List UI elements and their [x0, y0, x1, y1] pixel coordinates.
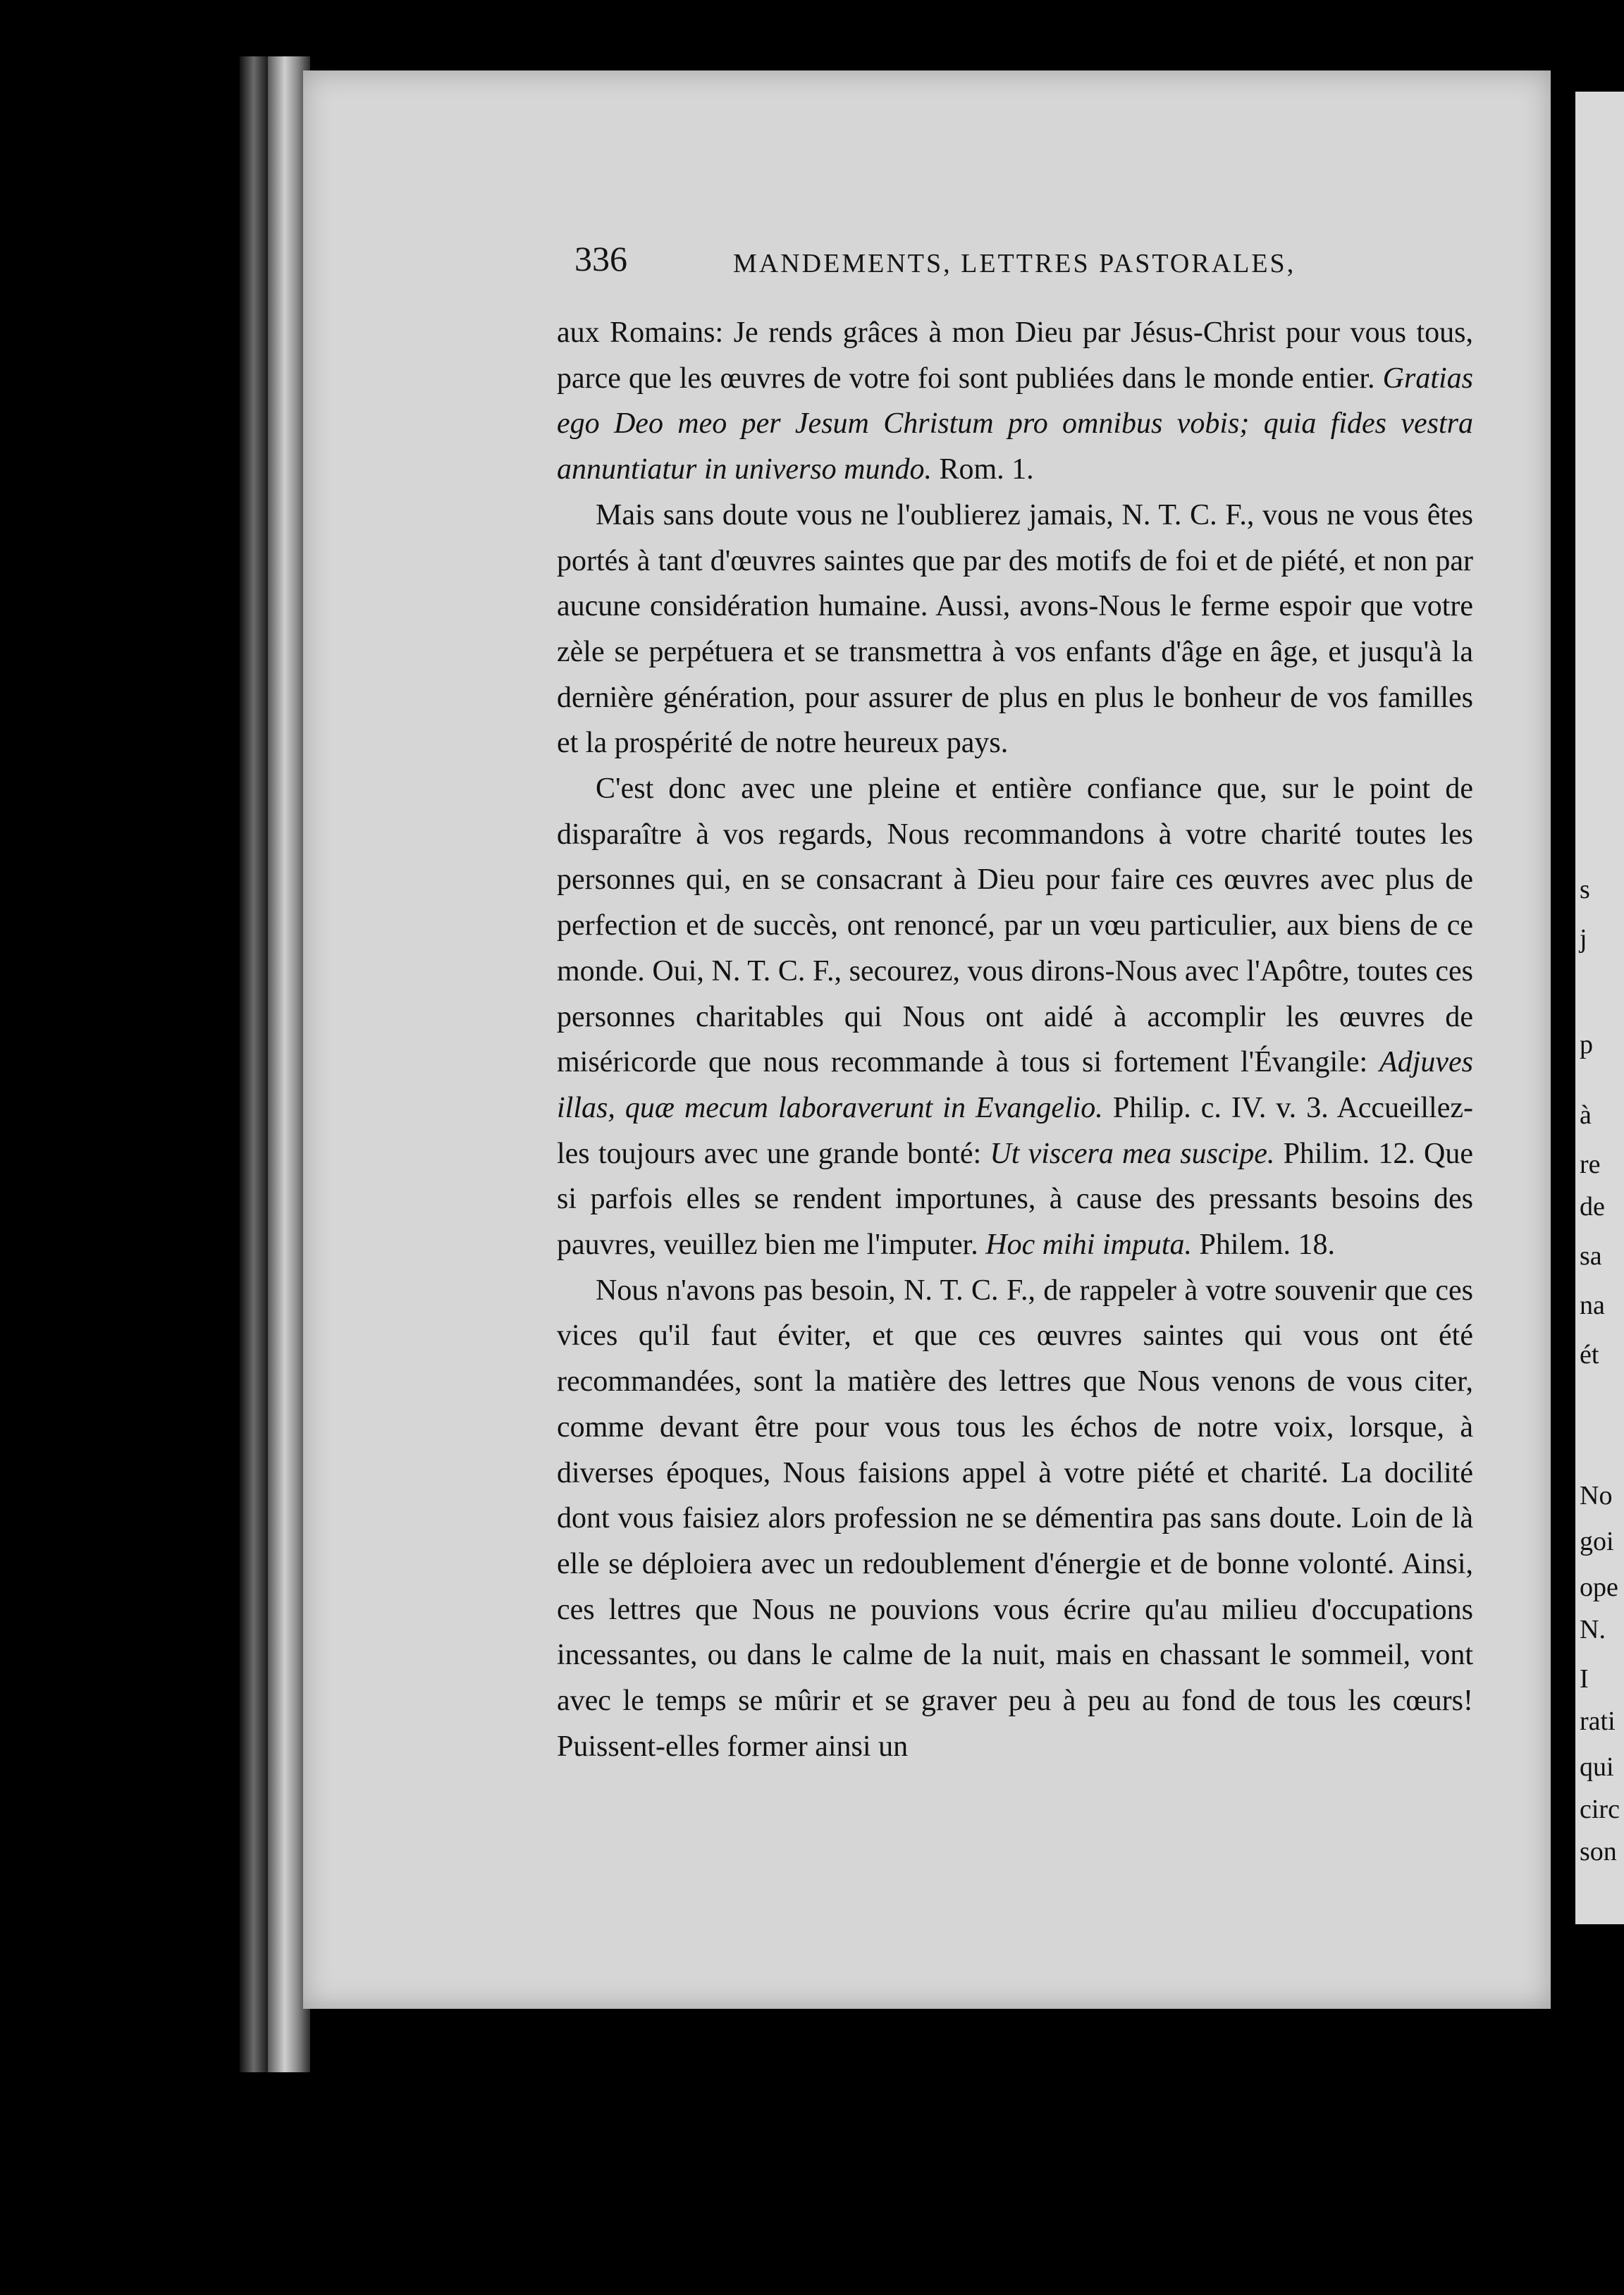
right-page-fragment: qui: [1580, 1752, 1614, 1782]
latin-quotation: Ut viscera mea suscipe.: [990, 1137, 1275, 1170]
right-page-fragment: son: [1580, 1837, 1617, 1866]
right-page-edge: [1575, 92, 1624, 1924]
paragraph: [557, 1268, 1473, 1770]
text-run: Philem. 18.: [1192, 1229, 1336, 1262]
right-page-fragment: N.: [1580, 1615, 1606, 1644]
paragraph: [557, 310, 1473, 493]
right-page-fragment: No: [1580, 1481, 1613, 1510]
right-page-fragment: à: [1580, 1100, 1592, 1130]
text-run: aux Romains: Je rends grâces à mon Dieu par Jésus-Christ pour vous tous, parce que les œuvres de votre foi sont publiées dans le monde entier.: [557, 316, 1473, 395]
running-head: MANDEMENTS, LETTRES PASTORALES,: [733, 249, 1296, 278]
page-number: 336: [574, 239, 627, 278]
right-page-fragment: re: [1580, 1150, 1601, 1179]
right-page-fragment: goi: [1580, 1527, 1614, 1556]
text-run: Philim. 12. Que si parfois elles se rendent importunes, à cause des pressants besoins des pauvres, veuillez bien me l'imputer.: [557, 1137, 1473, 1262]
right-page-fragment: rati: [1580, 1706, 1616, 1736]
right-page-fragment: de: [1580, 1192, 1605, 1222]
paragraph: [557, 766, 1473, 1268]
text-run: Mais sans doute vous ne l'oublierez jamais, N. T. C. F., vous ne vous êtes portés à tant d'œuvres saintes que par des motifs de foi et de piété, et non par aucune considération humaine. Aussi, avons-Nous le ferme espoir que votre zèle se perpétuera et se transmettra à vos enfants d'âge en âge, et jusqu'à la dernière génération, pour assurer de plus en plus le bonheur de vos familles et la prospérité de notre heureux pays.: [557, 498, 1473, 760]
right-page-fragment: ét: [1580, 1340, 1599, 1370]
latin-quotation: Adjuves illas, quæ mecum laboraverunt in Evangelio.: [557, 1046, 1473, 1124]
text-run: Philip. c. IV. v. 3. Accueillez-les toujours avec une grande bonté:: [557, 1091, 1473, 1170]
right-page-fragment: I: [1580, 1664, 1589, 1694]
right-page-fragment: j: [1580, 924, 1587, 954]
right-page-fragment: s: [1580, 875, 1590, 904]
right-page-fragment: ope: [1580, 1573, 1618, 1602]
right-page-fragment: circ: [1580, 1795, 1620, 1824]
text-run: Rom. 1.: [932, 453, 1034, 486]
text-run: C'est donc avec une pleine et entière confiance que, sur le point de disparaître à vos regards, Nous recommandons à votre charité toutes les personnes qui, en se consacrant à Dieu pour faire ces œuvres avec plus de perfection et de succès, ont renoncé, par un vœu particulier, aux biens de ce monde. Oui, N. T. C. F., secourez, vous dirons-Nous avec l'Apôtre, toutes ces personnes charitables qui Nous ont aidé à accomplir les œuvres de miséricorde que nous recommande à tous si fortement l'Évangile:: [557, 773, 1473, 1079]
right-page-fragment: sa: [1580, 1241, 1602, 1271]
page-header: [574, 238, 1448, 288]
latin-quotation: Gratias ego Deo meo per Jesum Christum pro omnibus vobis; quia fides vestra annuntiatur in universo mundo.: [557, 362, 1473, 486]
paragraph: [557, 493, 1473, 766]
right-page-fragment: p: [1580, 1030, 1593, 1059]
latin-quotation: Hoc mihi imputa.: [985, 1229, 1193, 1262]
text-run: Nous n'avons pas besoin, N. T. C. F., de rappeler à votre souvenir que ces vices qu'il faut éviter, et que ces œuvres saintes qui vous ont été recommandées, sont la matière des lettres que Nous venons de vous citer, comme devant être pour vous tous les échos de notre voix, lorsque, à diverses époques, Nous faisions appel à votre piété et charité. La docilité dont vous faisiez alors profession ne se démentira pas sans doute. Loin de là elle se déploiera avec un redoublement d'énergie et de bonne volonté. Ainsi, ces lettres que Nous ne pouvions vous écrire qu'au milieu d'occupations incessantes, ou dans le calme de la nuit, mais en chassant le sommeil, vont avec le temps se mûrir et se graver peu à peu au fond de tous les cœurs! Puissent-elles former ainsi un: [557, 1274, 1473, 1763]
body-text: [557, 310, 1473, 1770]
binding-edge: [240, 56, 268, 2072]
right-page-fragment: na: [1580, 1291, 1605, 1320]
